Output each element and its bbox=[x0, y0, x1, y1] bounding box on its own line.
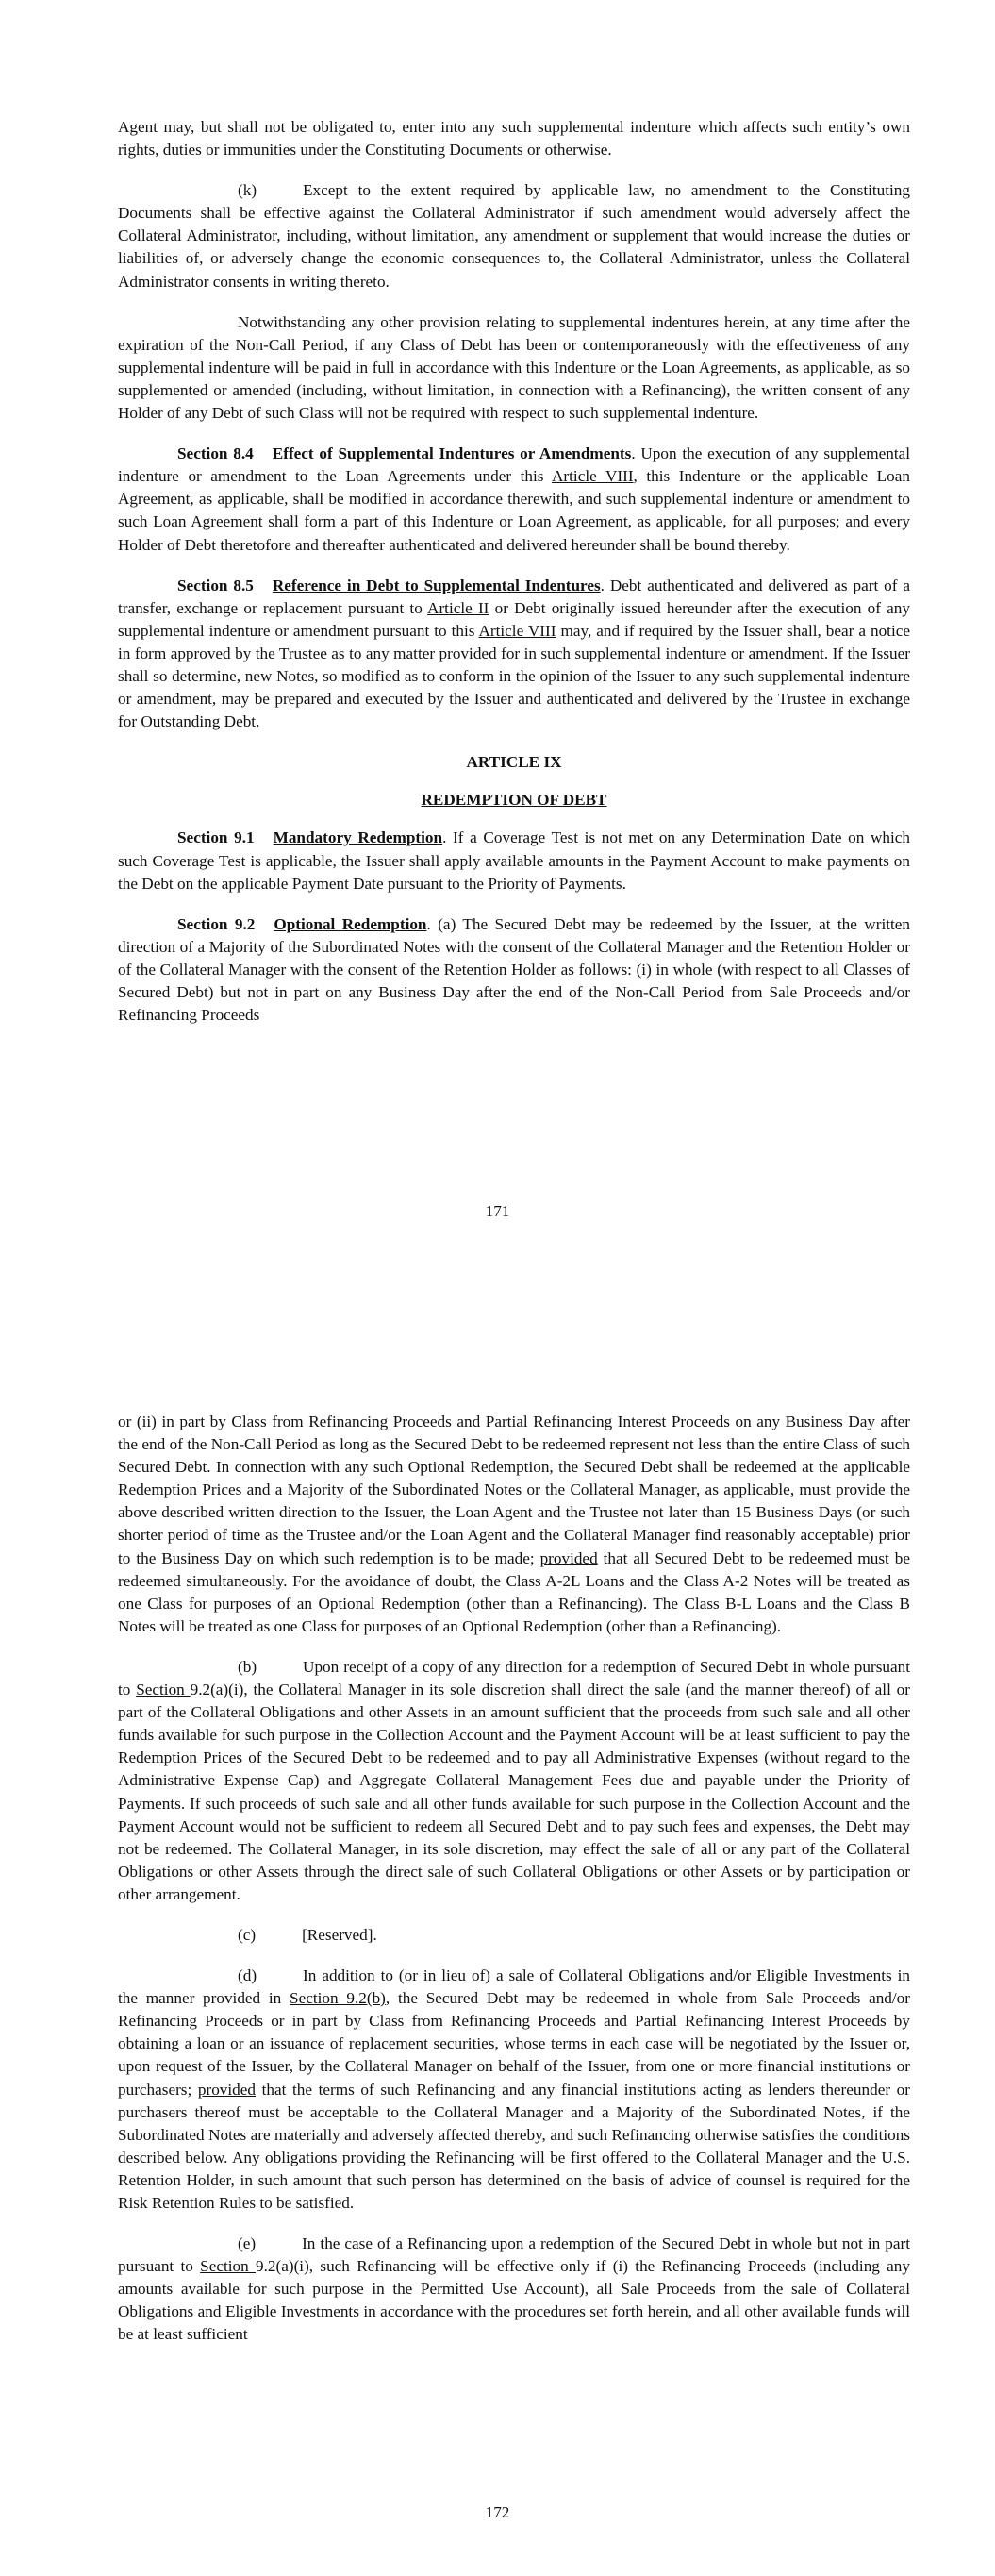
section-number: Section 9.2 bbox=[177, 914, 256, 933]
clause-text: [Reserved]. bbox=[302, 1925, 377, 1944]
paragraph-notwithstanding: Notwithstanding any other provision relating to supplemental indentures herein, at any time after the expiration of the Non-Call Period, if any Class of Debt has been or contemporaneously with the effectiveness of any supplemental indenture will be paid in full in accordance with this Indenture or the Loan Agreements, as applicable, as so supplemented or amended (including, without limitation, in connection with a Refinancing), the written consent of any Holder of any Debt of such Class will not be required with respect to such supplemental indenture. bbox=[118, 312, 910, 423]
cross-reference: Article VIII bbox=[478, 621, 556, 640]
cross-reference: Section bbox=[136, 1681, 191, 1699]
page-body bbox=[118, 116, 910, 1045]
paragraph-k bbox=[118, 179, 910, 293]
section-title: Reference in Debt to Supplemental Indentures bbox=[272, 576, 601, 594]
paragraph-e bbox=[118, 2233, 910, 2346]
section-number: Section 8.5 bbox=[177, 576, 254, 594]
section-text: . Debt authenticated and delivered as part of a transfer, exchange or replacement pursuant to bbox=[118, 576, 910, 617]
clause-text: Upon receipt of a copy of any direction for a redemption of Secured Debt in whole pursuant to bbox=[118, 1657, 910, 1699]
proviso: provided bbox=[539, 1548, 598, 1567]
page-number: 171 bbox=[485, 1202, 510, 1220]
cross-reference: Article VIII bbox=[552, 467, 634, 486]
section-number: Section 9.1 bbox=[177, 828, 255, 847]
clause-label: (c) bbox=[238, 1925, 257, 1944]
clause-text: , the Secured Debt may be redeemed in whole from Sale Proceeds and/or Refinancing Proceeds or in part by Class from Refinancing Proceeds and Partial Refinancing Interest Proceeds by obtaining a loan or an issuance of replacement securities, whose terms in each case will be negotiated by the Issuer or, upon request of the Issuer, by the Collateral Manager on behalf of the Issuer, from one or more financial institutions or purchasers; bbox=[118, 1989, 910, 2099]
section-text: may, and if required by the Issuer shall, bear a notice in form approved by the Trustee as to any matter provided for in such supplemental indenture or amendment. If the Issuer shall so determine, new Notes, so modified as to conform in the opinion of the Issuer to any such supplemental indenture or amendment, may be prepared and executed by the Issuer and authenticated and delivered by the Trustee in exchange for Outstanding Debt. bbox=[118, 621, 910, 731]
clause-text: that the terms of such Refinancing and any financial institutions acting as lenders thereunder or purchasers thereof must be acceptable to the Collateral Manager and a Majority of the Subordinated Notes, if the Subordinated Notes are materially and adversely affected thereby, and such Refinancing otherwise satisfies the conditions described below. Any obligations providing the Refinancing will be first offered to the Collateral Manager and the U.S. Retention Holder, in such amount that such person has determined on the basis of advice of counsel is required for the Risk Retention Rules to be satisfied. bbox=[118, 2080, 910, 2212]
paragraph-continuation bbox=[118, 1411, 910, 1638]
clause-label: (b) bbox=[238, 1657, 257, 1676]
clause-label: (k) bbox=[238, 181, 257, 200]
section-title: Effect of Supplemental Indentures or Amendments bbox=[272, 444, 632, 463]
page-number: 172 bbox=[485, 2503, 510, 2521]
section-8-4 bbox=[118, 443, 910, 556]
page-172 bbox=[0, 1288, 995, 2576]
section-9-2 bbox=[118, 913, 910, 1027]
clause-text: In addition to (or in lieu of) a sale of Collateral Obligations and/or Eligible Investments in the manner provided in bbox=[118, 1966, 910, 2008]
section-9-1 bbox=[118, 827, 910, 895]
proviso: provided bbox=[197, 2080, 256, 2099]
cross-reference: Section 9.2(b) bbox=[290, 1989, 386, 2008]
paragraph-d bbox=[118, 1965, 910, 2215]
paragraph-text: that all Secured Debt to be redeemed must be redeemed simultaneously. For the avoidance of doubt, the Class A-2L Loans and the Class A-2 Notes will be treated as one Class for purposes of an Optional Redemption (other than a Refinancing). The Class B-L Loans and the Class B Notes will be treated as one Class for purposes of an Optional Redemption (other than a Refinancing). bbox=[118, 1548, 910, 1635]
section-text: or Debt originally issued hereunder after the execution of any supplemental indenture or amendment pursuant to this bbox=[118, 598, 910, 640]
paragraph-b bbox=[118, 1656, 910, 1906]
clause-text: In the case of a Refinancing upon a redemption of the Secured Debt in whole but not in part pursuant to bbox=[118, 2234, 910, 2276]
section-text: . If a Coverage Test is not met on any Determination Date on which such Coverage Test is applicable, the Issuer shall apply available amounts in the Payment Account to make payments on the Debt on the applicable Payment Date pursuant to the Priority of Payments. bbox=[118, 828, 911, 893]
section-number: Section 8.4 bbox=[177, 444, 254, 463]
cross-reference: Section bbox=[200, 2257, 257, 2276]
paragraph-text: or (ii) in part by Class from Refinancing Proceeds and Partial Refinancing Interest Proceeds on any Business Day after the end of the Non-Call Period as long as the Secured Debt to be redeemed represent not less than the entire Class of such Secured Debt. In connection with any such Optional Redemption, the Secured Debt shall be redeemed at the applicable Redemption Prices and a Majority of the Subordinated Notes or the Collateral Manager, as applicable, must provide the above described written direction to the Issuer, the Loan Agent and the Trustee not later than 15 Business Days (or such shorter period of time as the Trustee and/or the Loan Agent and the Collateral Manager find reasonably acceptable) prior to the Business Day on which such redemption is to be made; bbox=[118, 1413, 910, 1567]
article-title: REDEMPTION OF DEBT bbox=[421, 791, 607, 810]
section-text: , this Indenture or the applicable Loan Agreement, as applicable, shall be modified in accordance therewith, and such supplemental indenture or amendment to such Loan Agreement shall form a part of this Indenture or Loan Agreement, as applicable, for all purposes; and every Holder of Debt theretofore and thereafter authenticated and delivered hereunder shall be bound thereby. bbox=[118, 467, 910, 554]
clause-label: (d) bbox=[238, 1966, 257, 1985]
section-text: . Upon the execution of any supplemental indenture or amendment to the Loan Agreements under this bbox=[118, 444, 911, 486]
clause-text: Except to the extent required by applicable law, no amendment to the Constituting Documents shall be effective against the Collateral Administrator if such amendment would adversely affect the Collateral Administrator, including, without limitation, any amendment or supplement that would increase the duties or liabilities of, or adversely change the economic consequences to, the Collateral Administrator, unless the Collateral Administrator consents in writing thereto. bbox=[118, 181, 910, 291]
section-title: Mandatory Redemption bbox=[273, 828, 443, 847]
page-body bbox=[118, 1411, 910, 2365]
clause-text: 9.2(a)(i), the Collateral Manager in its sole discretion shall direct the sale (and the manner thereof) of all or part of the Collateral Obligations and other Assets in an amount sufficient that the proceeds from such sale and all other funds available for such purpose in the Collection Account and the Payment Account will be at least sufficient to pay the Redemption Prices of the Secured Debt to be redeemed and to pay all Administrative Expenses (without regard to the Administrative Expense Cap) and Aggregate Collateral Management Fees due and payable under the Priority of Payments. If such proceeds of such sale and all other funds available for such purpose in the Collection Account and the Payment Account would not be sufficient to redeem all Secured Debt and to pay such fees and expenses, the Debt may not be redeemed. The Collateral Manager, in its sole discretion, may effect the sale of all or any part of the Collateral Obligations or other Assets through the direct sale of such Collateral Obligations or other Assets or by participation or other arrangement. bbox=[118, 1681, 910, 1903]
article-heading: ARTICLE IX bbox=[466, 753, 562, 772]
cross-reference: Article II bbox=[427, 598, 489, 617]
section-title: Optional Redemption bbox=[274, 914, 427, 933]
paragraph-continuation: Agent may, but shall not be obligated to, enter into any such supplemental indenture which affects such entity’s own rights, duties or immunities under the Constituting Documents or otherwise. bbox=[118, 118, 910, 159]
clause-text: 9.2(a)(i), such Refinancing will be effective only if (i) the Refinancing Proceeds (including any amounts available for such purpose in the Permitted Use Account), all Sale Proceeds from the sale of Collateral Obligations and Eligible Investments in accordance with the procedures set forth herein, and all other available funds will be at least sufficient bbox=[118, 2257, 910, 2344]
clause-label: (e) bbox=[238, 2234, 257, 2253]
section-text: . (a) The Secured Debt may be redeemed by the Issuer, at the written direction of a Majority of the Subordinated Notes with the consent of the Collateral Manager and the Retention Holder or of the Collateral Manager with the consent of the Retention Holder as follows: (i) in whole (with respect to all Classes of Secured Debt) but not in part on any Business Day after the end of the Non-Call Period from Sale Proceeds and/or Refinancing Proceeds bbox=[118, 914, 910, 1025]
section-8-5 bbox=[118, 575, 910, 734]
paragraph-c bbox=[238, 1924, 910, 1947]
